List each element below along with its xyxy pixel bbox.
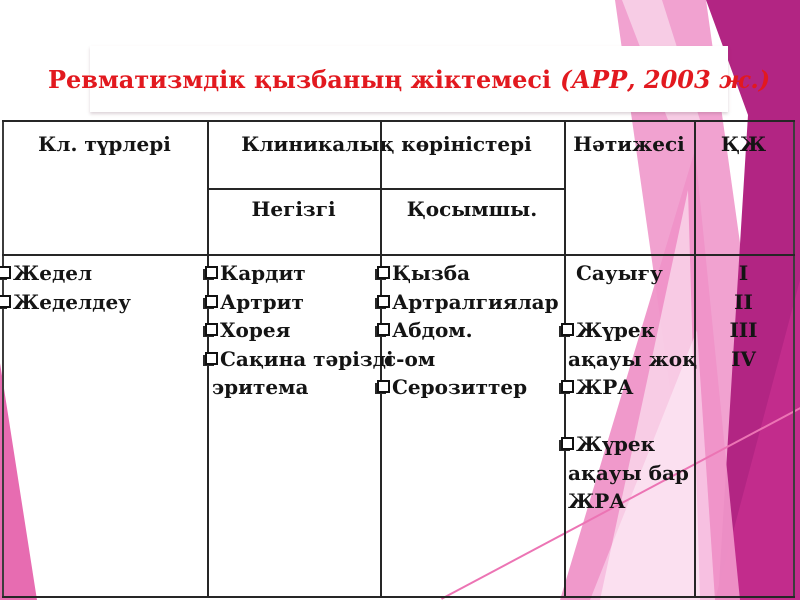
main-signs-list [212, 259, 394, 402]
list-item: Жүрек [568, 430, 693, 459]
slide-title-box [47, 46, 771, 112]
square-bullet-icon [205, 295, 218, 308]
list-item: Серозиттер [384, 373, 562, 402]
header-types: Кл. түрлері [38, 132, 171, 156]
header-clinical: Клиникалық көріністері [241, 132, 532, 156]
list-item: Артрит [212, 288, 377, 317]
table-border-right [793, 120, 795, 598]
list-item-continuation: эритема [212, 375, 309, 399]
slide-title: Ревматизмдік қызбаның жіктемесі [47, 64, 552, 94]
square-bullet-icon [377, 380, 390, 393]
list-item: Абдом. [384, 316, 562, 345]
list-item: II [734, 289, 753, 314]
list-item: Сауығу [576, 261, 663, 285]
square-bullet-icon [561, 437, 574, 450]
additional-signs-list [384, 259, 562, 402]
square-bullet-icon [0, 295, 11, 308]
list-item: Кардит [212, 259, 377, 288]
types-list [5, 259, 200, 316]
subheader-additional: Қосымшы. [406, 197, 538, 221]
list-item: Қызба [384, 259, 562, 288]
square-bullet-icon [205, 266, 218, 279]
list-item: Жедел [5, 259, 200, 288]
header-outcome: Нәтижесі [573, 132, 685, 156]
list-item: Жеделдеу [5, 288, 200, 317]
square-bullet-icon [205, 323, 218, 336]
header-kzh: ҚЖ [720, 132, 767, 156]
list-item-continuation: ақауы жоқ [568, 346, 698, 371]
square-bullet-icon [561, 323, 574, 336]
kzh-grades-list [694, 259, 793, 373]
table-subheader-divider [207, 188, 566, 190]
square-bullet-icon [377, 295, 390, 308]
list-item: Хорея [212, 316, 377, 345]
square-bullet-icon [0, 266, 11, 279]
list-item-continuation: с-ом [384, 346, 436, 371]
square-bullet-icon [377, 323, 390, 336]
table-border-top [2, 120, 795, 122]
list-item: Сақина тәрізді [212, 345, 377, 374]
table-divider-col3 [564, 120, 566, 598]
list-item: I [738, 261, 749, 285]
list-item: Артралгиялар [384, 288, 562, 317]
outcomes-list [568, 259, 698, 516]
list-item: III [729, 318, 758, 342]
list-item: IV [731, 346, 756, 371]
slide-title-annotation: (АРР, 2003 ж.) [560, 64, 771, 94]
list-item-continuation: ЖРА [568, 489, 626, 513]
square-bullet-icon [377, 266, 390, 279]
square-bullet-icon [561, 380, 574, 393]
list-item: ЖРА [568, 373, 693, 402]
table-border-bottom [2, 596, 795, 598]
list-item: Жүрек [568, 316, 693, 345]
square-bullet-icon [205, 352, 218, 365]
spacer-line [568, 402, 693, 431]
table-border-left [2, 120, 4, 598]
spacer-line [568, 288, 693, 317]
table-header-divider [2, 254, 795, 256]
subheader-main: Негізгі [251, 197, 336, 221]
list-item-continuation: ақауы бар [568, 460, 689, 485]
